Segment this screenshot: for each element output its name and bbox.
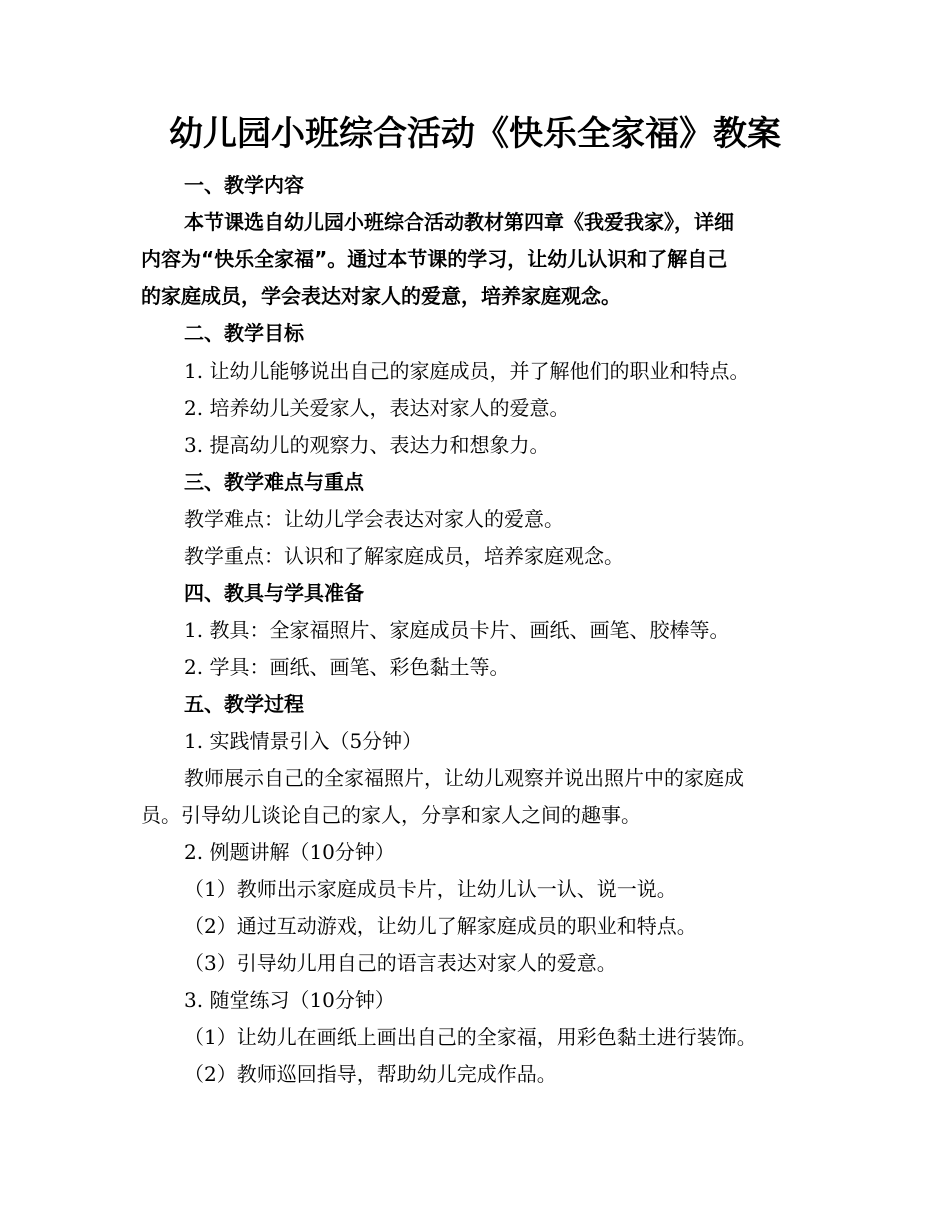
list-item: （3）引导幼儿用自己的语言表达对家人的爱意。 bbox=[184, 951, 617, 975]
step-heading: 1. 实践情景引入（5分钟） bbox=[184, 729, 423, 753]
paragraph-line: 教师展示自己的全家福照片，让幼儿观察并说出照片中的家庭成 bbox=[184, 766, 744, 790]
list-item: （2）通过互动游戏，让幼儿了解家庭成员的职业和特点。 bbox=[184, 914, 697, 938]
section-heading-difficulty: 三、教学难点与重点 bbox=[184, 470, 364, 494]
difficulty-text: 教学难点：让幼儿学会表达对家人的爱意。 bbox=[184, 507, 564, 531]
paragraph-line: 本节课选自幼儿园小班综合活动教材第四章《我爱我家》，详细 bbox=[184, 210, 734, 234]
section-heading-goals: 二、教学目标 bbox=[184, 321, 304, 345]
step-heading: 2. 例题讲解（10分钟） bbox=[184, 840, 395, 864]
document-title: 幼儿园小班综合活动《快乐全家福》教案 bbox=[169, 114, 781, 154]
paragraph-line: 的家庭成员，学会表达对家人的爱意，培养家庭观念。 bbox=[141, 284, 621, 308]
list-item: 1. 让幼儿能够说出自己的家庭成员，并了解他们的职业和特点。 bbox=[184, 359, 750, 383]
list-item: 1. 教具：全家福照片、家庭成员卡片、画纸、画笔、胶棒等。 bbox=[184, 618, 730, 642]
section-heading-materials: 四、教具与学具准备 bbox=[184, 581, 364, 605]
section-heading-content: 一、教学内容 bbox=[184, 173, 304, 197]
paragraph-line: 内容为“快乐全家福”。通过本节课的学习，让幼儿认识和了解自己 bbox=[141, 247, 728, 271]
list-item: （1）让幼儿在画纸上画出自己的全家福，用彩色黏土进行装饰。 bbox=[184, 1025, 757, 1049]
list-item: 3. 提高幼儿的观察力、表达力和想象力。 bbox=[184, 433, 550, 457]
section-heading-process: 五、教学过程 bbox=[184, 692, 304, 716]
list-item: （1）教师出示家庭成员卡片，让幼儿认一认、说一说。 bbox=[184, 877, 677, 901]
step-heading: 3. 随堂练习（10分钟） bbox=[184, 988, 395, 1012]
list-item: （2）教师巡回指导，帮助幼儿完成作品。 bbox=[184, 1062, 557, 1086]
key-point-text: 教学重点：认识和了解家庭成员，培养家庭观念。 bbox=[184, 544, 624, 568]
list-item: 2. 培养幼儿关爱家人，表达对家人的爱意。 bbox=[184, 396, 570, 420]
paragraph-line: 员。引导幼儿谈论自己的家人，分享和家人之间的趣事。 bbox=[141, 803, 641, 827]
list-item: 2. 学具：画纸、画笔、彩色黏土等。 bbox=[184, 655, 510, 679]
